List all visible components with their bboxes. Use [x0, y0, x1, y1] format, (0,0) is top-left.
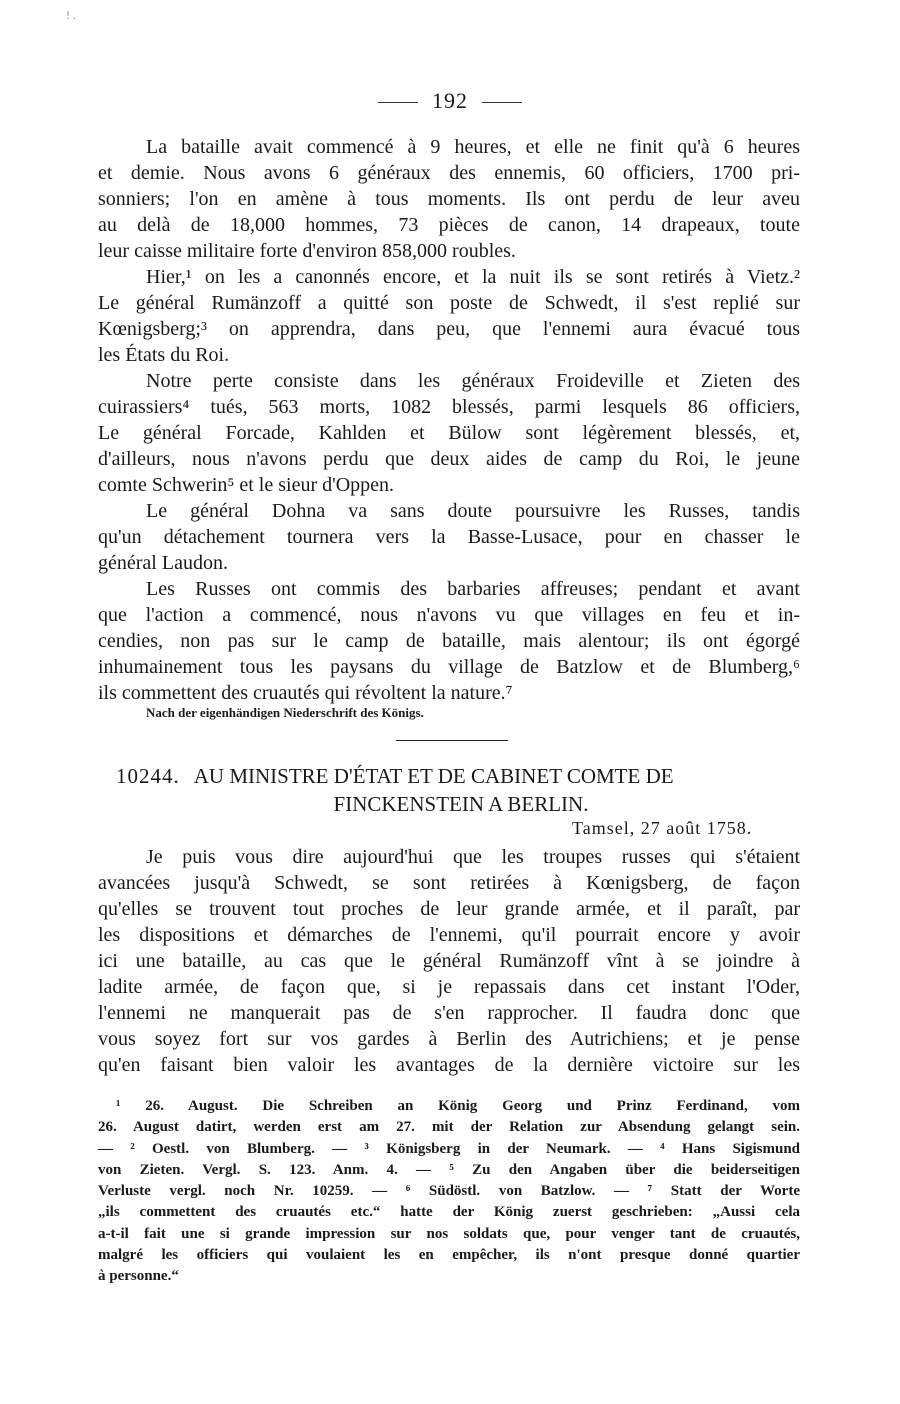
text-line: Le général Forcade, Kahlden et Bülow sont légèrement blessés, et, — [98, 422, 800, 444]
footnote-line: Verluste vergl. noch Nr. 10259. — ⁶ Südöstl. von Batzlow. — ⁷ Statt der Worte — [98, 1183, 800, 1200]
heading-line-1 — [116, 762, 806, 790]
text-line: au delà de 18,000 hommes, 73 pièces de canon, 14 drapeaux, toute — [98, 214, 800, 236]
text-line: vous soyez fort sur vos gardes à Berlin des Autrichiens; et je pense — [98, 1028, 800, 1050]
text-line: que l'action a commencé, nous n'avons vu que villages en feu et in- — [98, 604, 800, 626]
text-line: sonniers; l'on en amène à tous moments. Ils ont perdu de leur aveu — [98, 188, 800, 210]
source-note: Nach der eigenhändigen Niederschrift des Königs. — [146, 705, 424, 720]
page-number-header — [0, 88, 900, 114]
footnote-line: a-t-il fait une si grande impression sur nos soldats que, pour venger tant de cruautés, — [98, 1225, 800, 1242]
text-line: les dispositions et démarches de l'ennemi, qu'il pourrait encore y avoir — [98, 924, 800, 946]
text-line: Le général Rumänzoff a quitté son poste de Schwedt, il s'est replié sur — [98, 292, 800, 314]
letter-heading — [116, 762, 806, 818]
dateline: Tamsel, 27 août 1758. — [572, 818, 753, 838]
footnote-line: „ils commettent des cruautés etc.“ hatte der König zuerst geschrieben: „Aussi cela — [98, 1204, 800, 1221]
text-line: Le général Dohna va sans doute poursuivre les Russes, tandis — [146, 500, 800, 522]
text-line: Je puis vous dire aujourd'hui que les troupes russes qui s'étaient — [146, 846, 800, 868]
header-dash-left — [378, 102, 418, 103]
footnote-line: 26. August datirt, werden erst am 27. mit der Relation zur Absendung gelangt sein. — [98, 1119, 800, 1136]
letter-body — [98, 844, 800, 1078]
footnote-line: à personne.“ — [98, 1268, 179, 1285]
text-line: ici une bataille, au cas que le général Rumänzoff vînt à se joindre à — [98, 950, 800, 972]
heading-title-line-2: FINCKENSTEIN A BERLIN. — [333, 792, 589, 816]
section-divider — [396, 740, 508, 741]
text-line: Kœnigsberg;³ on apprendra, dans peu, que l'ennemi aura évacué tous — [98, 318, 800, 340]
text-line: d'ailleurs, nous n'avons perdu que deux aides de camp du Roi, le jeune — [98, 448, 800, 470]
text-line: les États du Roi. — [98, 344, 230, 366]
text-line: La bataille avait commencé à 9 heures, et elle ne finit qu'à 6 heures — [146, 136, 800, 158]
text-line: ladite armée, de façon que, si je repassais dans cet instant l'Oder, — [98, 976, 800, 998]
text-line: Notre perte consiste dans les généraux Froideville et Zieten des — [146, 370, 800, 392]
corner-mark: ! . — [66, 8, 76, 22]
letter-number: 10244. — [116, 764, 180, 788]
text-line: comte Schwerin⁵ et le sieur d'Oppen. — [98, 474, 395, 496]
letter-body-continued — [98, 134, 800, 706]
heading-title-line-1: AU MINISTRE D'ÉTAT ET DE CABINET COMTE DE — [193, 764, 674, 788]
text-line: avancées jusqu'à Schwedt, se sont retirées à Kœnigsberg, de façon — [98, 872, 800, 894]
text-line: inhumainement tous les paysans du village de Batzlow et de Blumberg,⁶ — [98, 656, 800, 678]
footnote-line: ¹ 26. August. Die Schreiben an König Georg und Prinz Ferdinand, vom — [116, 1098, 800, 1114]
page-number: 192 — [432, 88, 468, 113]
header-dash-right — [482, 102, 522, 103]
text-line: cendies, non pas sur le camp de bataille, mais alentour; ils ont égorgé — [98, 630, 800, 652]
text-line: ils commettent des cruautés qui révoltent la nature.⁷ — [98, 682, 513, 704]
text-line: Hier,¹ on les a canonnés encore, et la nuit ils se sont retirés à Vietz.² — [146, 266, 800, 288]
text-line: qu'un détachement tournera vers la Basse-Lusace, pour en chasser le — [98, 526, 800, 548]
footnote-line: — ² Oestl. von Blumberg. — ³ Königsberg in der Neumark. — ⁴ Hans Sigismund — [98, 1140, 800, 1157]
text-line: cuirassiers⁴ tués, 563 morts, 1082 blessés, parmi lesquels 86 officiers, — [98, 396, 800, 418]
text-line: leur caisse militaire forte d'environ 858,000 roubles. — [98, 240, 516, 262]
footnotes — [98, 1096, 800, 1288]
text-line: qu'en faisant bien valoir les avantages de la dernière victoire sur les — [98, 1054, 800, 1076]
text-line: l'ennemi ne manquerait pas de s'en rapprocher. Il faudra donc que — [98, 1002, 800, 1024]
text-line: et demie. Nous avons 6 généraux des ennemis, 60 officiers, 1700 pri- — [98, 162, 800, 184]
text-line: général Laudon. — [98, 552, 228, 574]
footnote-line: malgré les officiers qui voulaient les en empêcher, ils n'ont presque donné quartier — [98, 1247, 800, 1264]
text-line: qu'elles se trouvent tout proches de leur grande armée, et il paraît, par — [98, 898, 800, 920]
footnote-line: von Zieten. Vergl. S. 123. Anm. 4. — ⁵ Zu den Angaben über die beiderseitigen — [98, 1161, 800, 1178]
text-line: Les Russes ont commis des barbaries affreuses; pendant et avant — [146, 578, 800, 600]
